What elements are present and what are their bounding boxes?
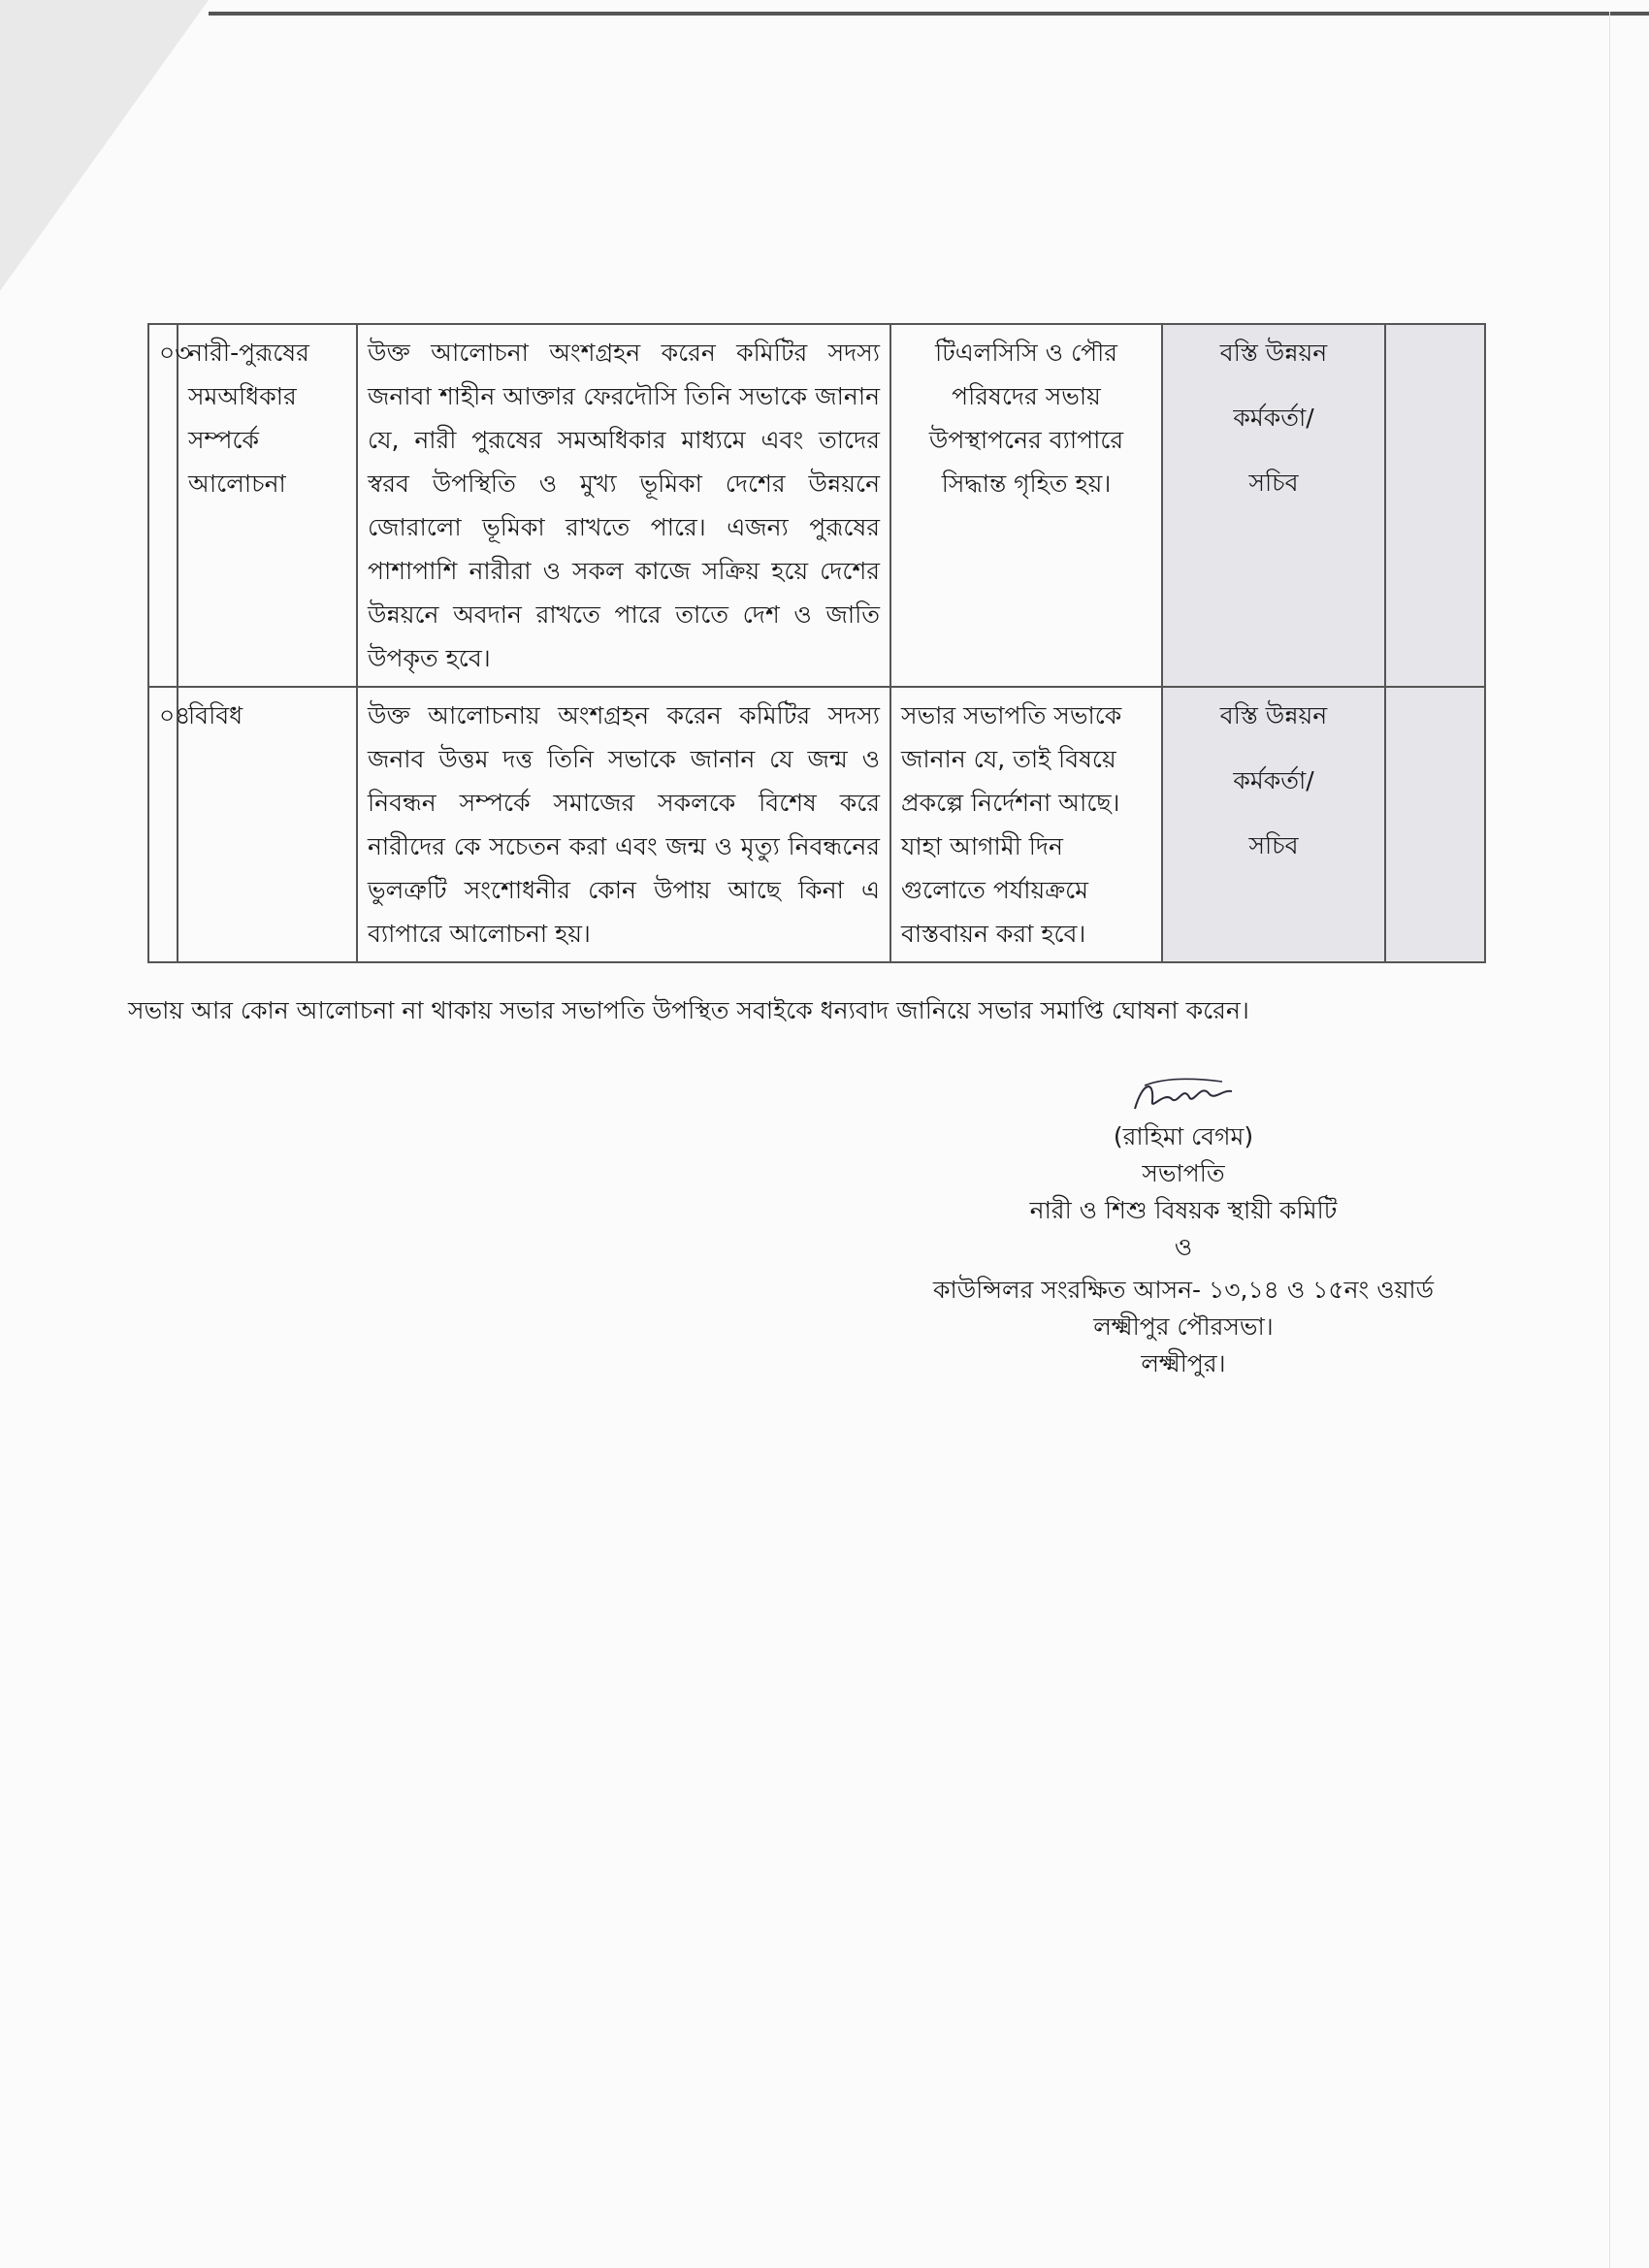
responsible-line: সচিব: [1248, 831, 1299, 859]
responsible-line: সচিব: [1248, 469, 1299, 497]
municipality-name: লক্ষ্মীপুর পৌরসভা।: [1093, 1312, 1274, 1341]
discussion-cell: উক্ত আলোচনায় অংশগ্রহন করেন কমিটির সদস্য জনাব উত্তম দত্ত তিনি সভাকে জানান যে জন্ম ও নিবন্ধন সম্পর্কে সমাজের সকলকে বিশেষ করে নারীদের কে সচেতন করা এবং জন্ম ও মৃত্যু নিবন্ধনের ভুলত্রুটি সংশোধনীর কোন উপায় আছে কিনা এ ব্যাপারে আলোচনা হয়।: [357, 687, 890, 962]
responsible-line: বস্তি উন্নয়ন: [1219, 701, 1328, 729]
district-name: লক্ষ্মীপুর।: [1141, 1349, 1226, 1377]
remarks-cell: [1385, 687, 1485, 962]
responsible-line: বস্তি উন্নয়ন: [1219, 339, 1328, 367]
responsible-line: কর্মকর্তা/: [1233, 404, 1314, 432]
responsible-cell: [1162, 324, 1385, 687]
page-fold-corner: [0, 0, 209, 291]
closing-statement: সভায় আর কোন আলোচনা না থাকায় সভার সভাপতি উপস্থিত সবাইকে ধন্যবাদ জানিয়ে সভার সমাপ্তি ঘোষনা করেন।: [128, 996, 1249, 1024]
signature-block: [873, 1072, 1494, 1382]
council-seat: কাউন্সিলর সংরক্ষিত আসন- ১৩,১৪ ও ১৫নং ওয়ার্ড: [932, 1276, 1435, 1304]
signature-scribble: [873, 1072, 1494, 1118]
topic-cell: বিবিধ: [178, 687, 357, 962]
committee-name: নারী ও শিশু বিষয়ক স্থায়ী কমিটি: [1029, 1196, 1338, 1224]
serial-cell: ০৩: [148, 324, 178, 687]
topic-cell: নারী-পুরূষের সমঅধিকার সম্পর্কে আলোচনা: [178, 324, 357, 687]
table-row: [148, 324, 1485, 687]
decision-cell: টিএলসিসি ও পৌর পরিষদের সভায় উপস্থাপনের ব্যাপারে সিদ্ধান্ত গৃহিত হয়।: [890, 324, 1162, 687]
page-right-edge: [1609, 12, 1610, 2268]
discussion-cell: উক্ত আলোচনা অংশগ্রহন করেন কমিটির সদস্য জনাবা শাহীন আক্তার ফেরদৌসি তিনি সভাকে জানান যে, নারী পুরূষের সমঅধিকার মাধ্যমে এবং তাদের স্বরব উপস্থিতি ও মুখ্য ভূমিকা দেশের উন্নয়নে জোরালো ভূমিকা রাখতে পারে। এজন্য পুরূষের পাশাপাশি নারীরা ও সকল কাজে সক্রিয় হয়ে দেশের উন্নয়নে অবদান রাখতে পারে তাতে দেশ ও জাতি উপকৃত হবে।: [357, 324, 890, 687]
remarks-cell: [1385, 324, 1485, 687]
serial-cell: ০৪: [148, 687, 178, 962]
page-top-edge: [209, 12, 1649, 16]
decision-cell: সভার সভাপতি সভাকে জানান যে, তাই বিষয়ে প্রকল্পে নির্দেশনা আছে। যাহা আগামী দিন গুলোতে পর্যায়ক্রমে বাস্তবায়ন করা হবে।: [890, 687, 1162, 962]
minutes-table: [147, 323, 1486, 963]
signatory-designation: সভাপতি: [1142, 1159, 1225, 1187]
conjunction-text: ও: [1174, 1233, 1193, 1261]
signatory-name: (রাহিমা বেগম): [1113, 1122, 1254, 1150]
responsible-line: কর্মকর্তা/: [1233, 766, 1314, 794]
responsible-cell: [1162, 687, 1385, 962]
table-row: [148, 687, 1485, 962]
